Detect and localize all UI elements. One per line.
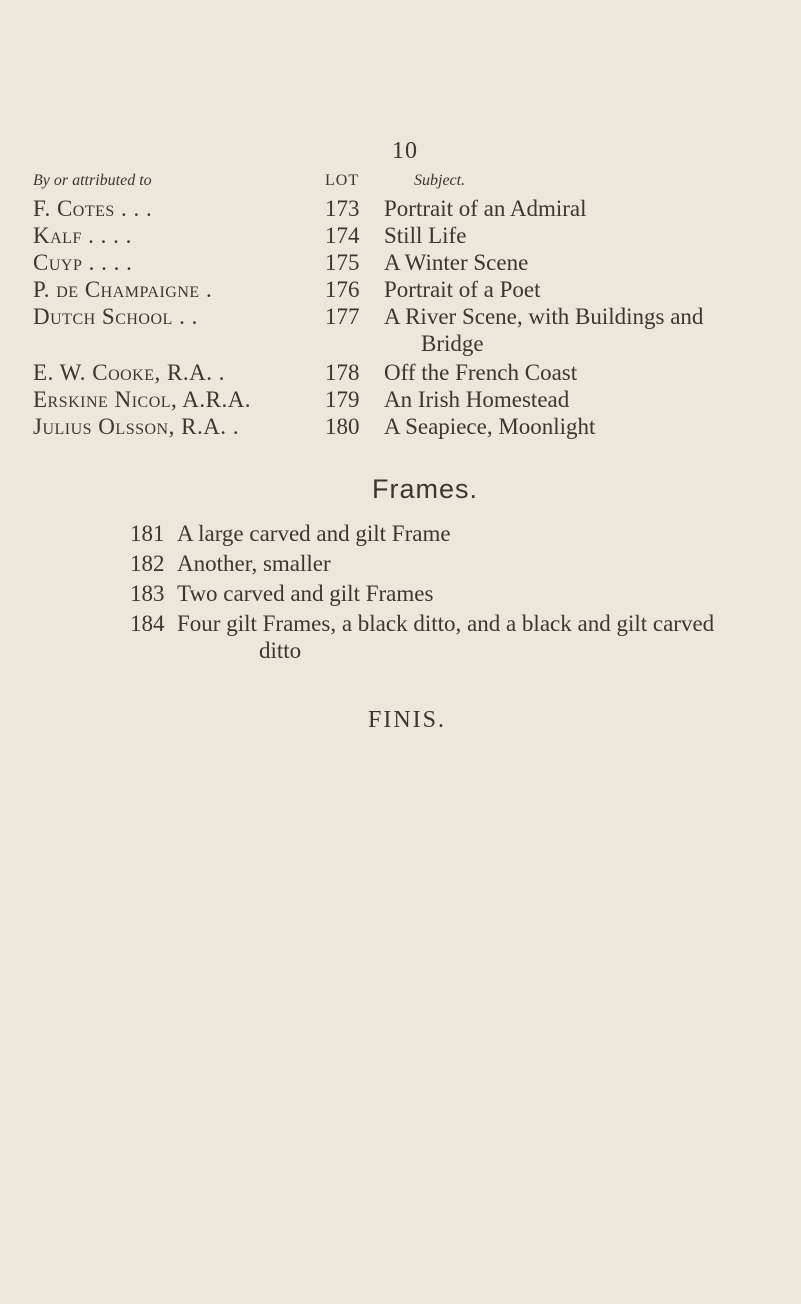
frame-description: Another, smaller [177,551,331,576]
frames-section-title: Frames. [372,474,479,504]
frame-lot-number: 183 [130,581,165,606]
lot-subject: Off the French Coast [384,360,578,385]
lot-artist: Dutch School . . [33,304,198,329]
lot-number: 174 [325,223,360,248]
lot-artist: Cuyp . . . . [33,250,133,275]
lot-subject: Portrait of an Admiral [384,196,587,221]
lot-artist: E. W. Cooke, R.A. . [33,360,225,385]
frame-description: A large carved and gilt Frame [177,521,451,546]
finis-text: FINIS. [368,707,447,733]
frame-description: Four gilt Frames, a black ditto, and a black and gilt carved ditto [177,610,777,664]
header-subject: Subject. [414,172,466,189]
lot-row [0,222,801,249]
frame-lot-number: 181 [130,521,165,546]
lot-row [0,249,801,276]
lot-artist: F. Cotes . . . [33,196,153,221]
lot-number: 176 [325,277,360,302]
lot-subject-continuation: Bridge [421,331,484,356]
frames-list [0,520,801,667]
frame-description-continuation: ditto [259,638,302,663]
lot-number: 175 [325,250,360,275]
lot-subject: A River Scene, with Buildings and Bridge [384,303,794,357]
page-number: 10 [392,138,418,164]
lot-subject: An Irish Homestead [384,387,570,412]
lot-artist: Kalf . . . . [33,223,132,248]
lot-number: 178 [325,360,360,385]
lot-number: 180 [325,414,360,439]
lot-subject: A Seapiece, Moonlight [384,414,596,439]
lot-subject: Still Life [384,223,467,248]
frame-row [0,550,801,577]
lot-row [0,359,801,386]
lot-list [0,195,801,440]
header-lot: LOT [325,172,360,189]
lot-artist: Julius Olsson, R.A. . [33,414,240,439]
lot-number: 173 [325,196,360,221]
lot-number: 179 [325,387,360,412]
frame-row [0,610,801,664]
lot-row [0,303,801,359]
lot-artist: P. de Champaigne . [33,277,213,302]
header-artist: By or attributed to [33,172,152,189]
frame-description: Two carved and gilt Frames [177,581,434,606]
frame-row [0,580,801,607]
lot-row [0,276,801,303]
lot-number: 177 [325,304,360,329]
frame-lot-number: 182 [130,551,165,576]
lot-subject: Portrait of a Poet [384,277,541,302]
lot-row [0,386,801,413]
lot-artist: Erskine Nicol, A.R.A. [33,387,252,412]
frame-lot-number: 184 [130,611,165,636]
lot-row [0,195,801,222]
lot-subject: A Winter Scene [384,250,529,275]
lot-row [0,413,801,440]
frame-row [0,520,801,547]
